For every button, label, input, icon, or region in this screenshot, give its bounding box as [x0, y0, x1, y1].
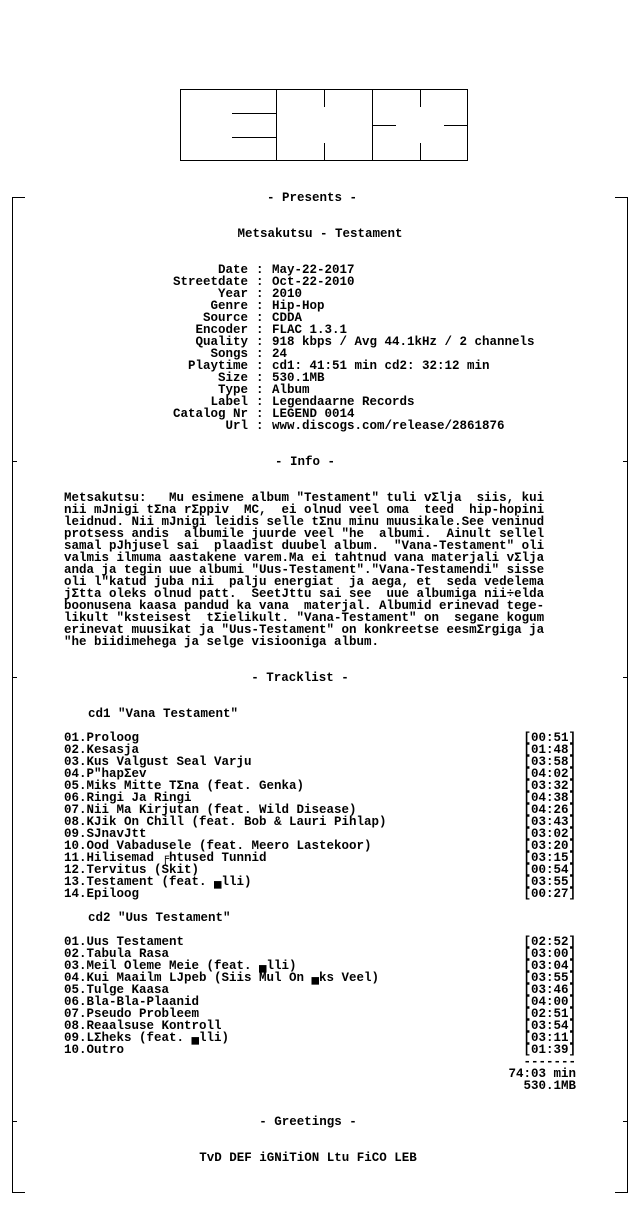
track-time: [02:52] — [523, 935, 576, 949]
track-name: 10.Outro — [64, 1043, 125, 1057]
info-line: valmis ilmuma aastakene varem.Ma ei tahtnud vana materjali vΣlja — [64, 551, 545, 565]
detail-label: Songs — [210, 347, 248, 361]
detail-value: Legendaarne Records — [272, 395, 415, 409]
greetings-text: TvD DEF iGNiTiON Ltu FiCO LEB — [199, 1151, 417, 1165]
detail-label: Type — [217, 383, 248, 397]
track-time: [04:26] — [523, 803, 576, 817]
info-line: leidnud. Nii mJnigi leidis selle tΣnu minu muusikale.See veninud — [64, 515, 545, 529]
detail-label: Catalog Nr — [172, 407, 248, 421]
track-time: [03:46] — [523, 983, 576, 997]
track-time: [01:39] — [523, 1043, 576, 1057]
track-name: 01.Proloog — [64, 731, 140, 745]
detail-label: Quality — [195, 335, 248, 349]
detail-label: Year — [217, 287, 248, 301]
track-name: 11.Hilisemad ╒htused Tunnid — [64, 851, 267, 865]
total-time: 74:03 min — [508, 1067, 576, 1081]
detail-value: www.discogs.com/release/2861876 — [272, 419, 505, 433]
detail-value: 2010 — [272, 287, 303, 301]
track-name: 07.Pseudo Probleem — [64, 1007, 200, 1021]
info-line: "he biidimehega ja selge visiooniga album. — [64, 635, 380, 649]
track-time: [03:00] — [523, 947, 576, 961]
info-line: Metsakutsu: Mu esimene album "Testament" tuli vΣlja siis, kui — [64, 491, 545, 505]
detail-colon: : — [256, 347, 264, 361]
info-line: oli l"katud juba nii palju energiat ja aega, et seda vedelema — [64, 575, 545, 589]
track-time: [04:00] — [523, 995, 576, 1009]
info-line: erinevat muusikat ja "Uus-Testament" on konkreetse eesmΣrgiga ja — [64, 623, 545, 637]
total-size: 530.1MB — [523, 1079, 576, 1093]
detail-label: Size — [217, 371, 248, 385]
total-separator: ------- — [523, 1055, 576, 1069]
track-name: 08.Reaalsuse Kontroll — [64, 1019, 222, 1033]
track-time: [03:32] — [523, 779, 576, 793]
tracklist-header: - Tracklist - — [251, 671, 349, 685]
cd2-title: cd2 "Uus Testament" — [88, 911, 231, 925]
track-time: [03:54] — [523, 1019, 576, 1033]
track-name: 09.LΣheks (feat. ▄lli) — [64, 1031, 230, 1045]
detail-value: Hip-Hop — [272, 299, 325, 313]
info-line: likult "ksteisest tΣielikult. "Vana-Testament" on segane kogum — [64, 611, 545, 625]
detail-value: cd1: 41:51 min cd2: 32:12 min — [272, 359, 490, 373]
detail-colon: : — [256, 335, 264, 349]
info-line: protsess andis albumile juurde veel "he albumi. Ainult sellel — [64, 527, 545, 541]
track-name: 12.Tervitus (Skit) — [64, 863, 200, 877]
track-name: 08.KJik On Chill (feat. Bob & Lauri Pihlap) — [64, 815, 387, 829]
track-time: [02:51] — [523, 1007, 576, 1021]
track-time: [00:51] — [523, 731, 576, 745]
info-line: anda ja tegin uue albumi "Uus-Testament"."Vana-Testamendi" sisse — [64, 563, 545, 577]
emx-logo — [180, 89, 468, 161]
presents-header: - Presents - — [266, 191, 357, 205]
info-line: nii mJnigi tΣna rΣppiv MC, ei olnud veel oma teed hip-hopini — [64, 503, 545, 517]
track-time: [00:27] — [523, 887, 576, 901]
detail-colon: : — [256, 383, 264, 397]
track-time: [03:11] — [523, 1031, 576, 1045]
detail-colon: : — [256, 287, 264, 301]
detail-colon: : — [256, 323, 264, 337]
track-name: 05.Miks Mitte TΣna (feat. Genka) — [64, 779, 305, 793]
track-name: 14.Epiloog — [64, 887, 140, 901]
track-name: 13.Testament (feat. ▄lli) — [64, 875, 252, 889]
track-name: 02.Kesasja — [64, 743, 140, 757]
detail-colon: : — [256, 311, 264, 325]
detail-value: Album — [272, 383, 310, 397]
detail-label: Source — [202, 311, 248, 325]
track-time: [03:04] — [523, 959, 576, 973]
release-title: Metsakutsu - Testament — [237, 227, 403, 241]
track-name: 03.Meil Oleme Meie (feat. ▄lli) — [64, 959, 297, 973]
info-line: jΣtta oleks olnud patt. SeetJttu sai see uue albumiga nii÷elda — [64, 587, 545, 601]
detail-label: Date — [217, 263, 248, 277]
detail-value: Oct-22-2010 — [272, 275, 355, 289]
track-name: 02.Tabula Rasa — [64, 947, 170, 961]
detail-label: Url — [225, 419, 248, 433]
track-name: 04.P"hapΣev — [64, 767, 147, 781]
detail-value: 918 kbps / Avg 44.1kHz / 2 channels — [272, 335, 535, 349]
info-line: boonusena kaasa pandud ka vana materjal. Albumid erinevad tege- — [64, 599, 545, 613]
track-time: [03:43] — [523, 815, 576, 829]
detail-label: Streetdate — [172, 275, 248, 289]
track-name: 06.Ringi Ja Ringi — [64, 791, 192, 805]
detail-value: LEGEND 0014 — [272, 407, 355, 421]
track-time: [00:54] — [523, 863, 576, 877]
track-time: [03:55] — [523, 875, 576, 889]
track-time: [03:20] — [523, 839, 576, 853]
track-name: 04.Kui Maailm LJpeb (Siis Mul On ▄ks Veel) — [64, 971, 380, 985]
track-time: [04:02] — [523, 767, 576, 781]
track-name: 10.Ood Vabadusele (feat. Meero Lastekoor) — [64, 839, 372, 853]
info-header: - Info - — [274, 455, 335, 469]
track-name: 03.Kus Valgust Seal Varju — [64, 755, 252, 769]
track-time: [01:48] — [523, 743, 576, 757]
detail-colon: : — [256, 299, 264, 313]
track-name: 01.Uus Testament — [64, 935, 185, 949]
detail-colon: : — [256, 371, 264, 385]
track-name: 07.Nii Ma Kirjutan (feat. Wild Disease) — [64, 803, 357, 817]
track-time: [03:02] — [523, 827, 576, 841]
cd1-title: cd1 "Vana Testament" — [88, 707, 239, 721]
detail-colon: : — [256, 419, 264, 433]
info-line: samal pJhjusel sai plaadist duubel album. "Vana-Testament" oli — [64, 539, 545, 553]
detail-label: Encoder — [195, 323, 248, 337]
track-time: [03:55] — [523, 971, 576, 985]
detail-value: FLAC 1.3.1 — [272, 323, 348, 337]
detail-colon: : — [256, 263, 264, 277]
detail-label: Label — [210, 395, 248, 409]
detail-value: 24 — [272, 347, 288, 361]
detail-colon: : — [256, 407, 264, 421]
track-name: 05.Tulge Kaasa — [64, 983, 170, 997]
detail-value: 530.1MB — [272, 371, 325, 385]
detail-label: Playtime — [187, 359, 248, 373]
track-time: [03:15] — [523, 851, 576, 865]
detail-label: Genre — [210, 299, 248, 313]
track-name: 09.SJnavJtt — [64, 827, 147, 841]
detail-colon: : — [256, 275, 264, 289]
track-name: 06.Bla-Bla-Plaanid — [64, 995, 200, 1009]
greetings-header: - Greetings - — [259, 1115, 357, 1129]
track-time: [04:38] — [523, 791, 576, 805]
detail-value: CDDA — [272, 311, 303, 325]
detail-colon: : — [256, 359, 264, 373]
detail-value: May-22-2017 — [272, 263, 355, 277]
track-time: [03:58] — [523, 755, 576, 769]
detail-colon: : — [256, 395, 264, 409]
